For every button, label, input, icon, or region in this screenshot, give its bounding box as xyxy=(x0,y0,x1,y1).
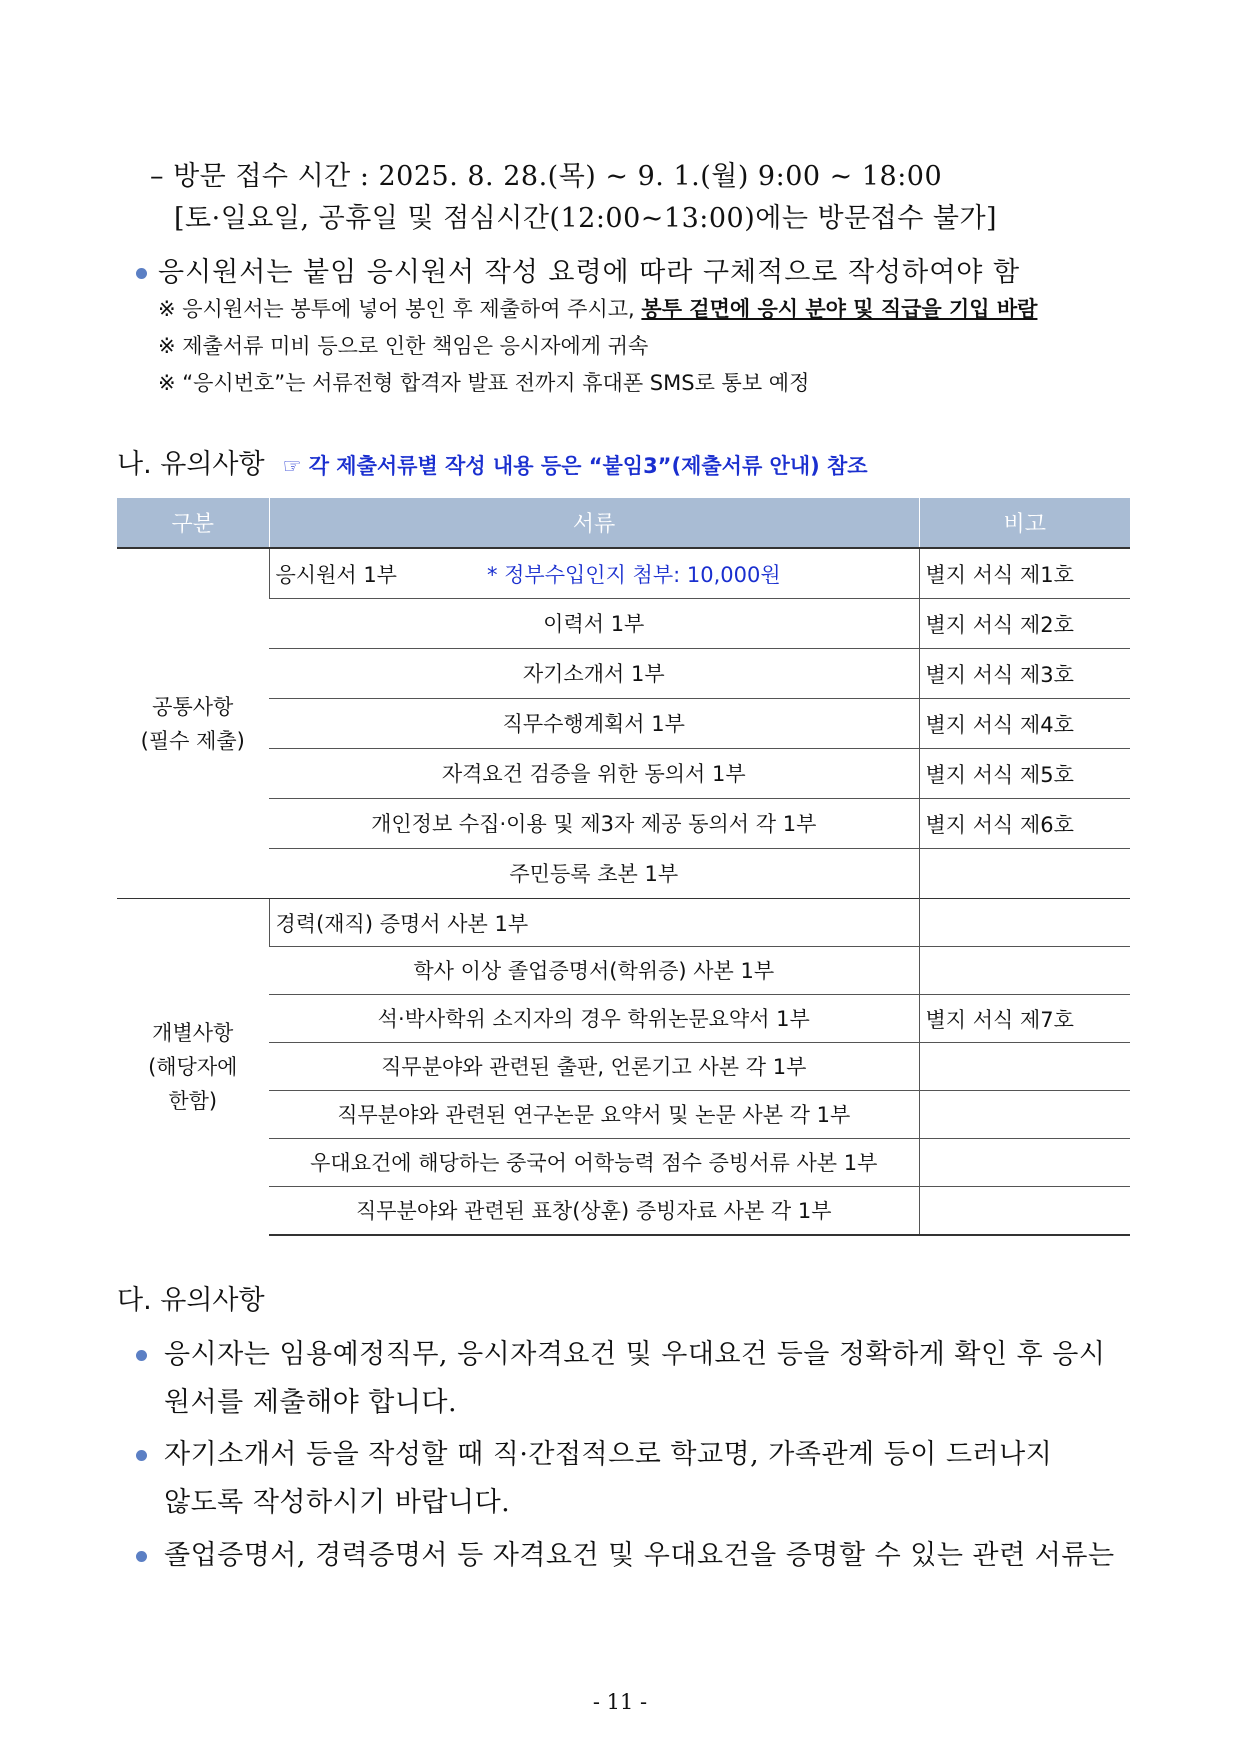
table-row xyxy=(117,1139,1130,1187)
section-na-heading xyxy=(117,442,868,481)
table-row xyxy=(117,649,1130,699)
doc-cell: 학사 이상 졸업증명서(학위증) 사본 1부 xyxy=(269,947,919,995)
remark-cell xyxy=(919,1139,1130,1187)
doc-cell: 직무분야와 관련된 출판, 언론기고 사본 각 1부 xyxy=(269,1043,919,1091)
doc-cell: 이력서 1부 xyxy=(269,599,919,649)
remark-cell xyxy=(919,947,1130,995)
table-row xyxy=(117,799,1130,849)
doc-cell: 우대요건에 해당하는 중국어 어학능력 점수 증빙서류 사본 1부 xyxy=(269,1139,919,1187)
remark-cell: 별지 서식 제7호 xyxy=(919,995,1130,1043)
documents-table xyxy=(117,498,1130,1236)
doc-cell: 경력(재직) 증명서 사본 1부 xyxy=(269,899,919,947)
table-row xyxy=(117,995,1130,1043)
visit-reception-time: – 방문 접수 시간 : 2025. 8. 28.(목) ~ 9. 1.(월) 9:00 ~ 18:00 xyxy=(150,161,943,192)
table-row xyxy=(117,1091,1130,1139)
doc-cell: 자격요건 검증을 위한 동의서 1부 xyxy=(269,749,919,799)
doc-cell: 개인정보 수집·이용 및 제3자 제공 동의서 각 1부 xyxy=(269,799,919,849)
remark-cell: 별지 서식 제6호 xyxy=(919,799,1130,849)
remark-cell: 별지 서식 제5호 xyxy=(919,749,1130,799)
doc-cell: 석·박사학위 소지자의 경우 학위논문요약서 1부 xyxy=(269,995,919,1043)
table-row xyxy=(117,947,1130,995)
doc-cell: 직무분야와 관련된 표창(상훈) 증빙자료 사본 각 1부 xyxy=(269,1187,919,1236)
remark-cell xyxy=(919,899,1130,947)
remark-cell: 별지 서식 제1호 xyxy=(919,548,1130,599)
doc-cell: 직무분야와 관련된 연구논문 요약서 및 논문 사본 각 1부 xyxy=(269,1091,919,1139)
category-individual: 개별사항 (해당자에 한함) xyxy=(117,899,269,1236)
caution-item-1: 응시자는 임용예정직무, 응시자격요건 및 우대요건 등을 정확하게 확인 후 응시 원서를 제출해야 합니다. xyxy=(164,1339,1106,1418)
table-row xyxy=(117,1187,1130,1236)
table-row xyxy=(117,1043,1130,1091)
section-da-title: 다. 유의사항 xyxy=(117,1285,265,1316)
bullet-icon xyxy=(136,1350,147,1361)
header-documents: 서류 xyxy=(269,498,919,548)
doc-cell: 직무수행계획서 1부 xyxy=(269,699,919,749)
application-note-2: ※ 제출서류 미비 등으로 인한 책임은 응시자에게 귀속 xyxy=(158,334,649,358)
bullet-icon xyxy=(136,268,147,279)
remark-cell xyxy=(919,1187,1130,1236)
remark-cell: 별지 서식 제2호 xyxy=(919,599,1130,649)
application-instruction: 응시원서는 붙임 응시원서 작성 요령에 따라 구체적으로 작성하여야 함 xyxy=(158,257,1021,288)
doc-cell: 자기소개서 1부 xyxy=(269,649,919,699)
caution-item-2: 자기소개서 등을 작성할 때 직·간접적으로 학교명, 가족관계 등이 드러나지 않도록 작성하시기 바랍니다. xyxy=(164,1439,1053,1518)
table-row xyxy=(117,749,1130,799)
remark-cell xyxy=(919,1091,1130,1139)
table-row xyxy=(117,699,1130,749)
application-note-3: ※ “응시번호”는 서류전형 합격자 발표 전까지 휴대폰 SMS로 통보 예정 xyxy=(158,371,810,395)
section-na-title: 나. 유의사항 xyxy=(117,449,265,480)
envelope-instruction: 봉투 겉면에 응시 분야 및 직급을 기입 바람 xyxy=(641,297,1038,321)
remark-cell: 별지 서식 제3호 xyxy=(919,649,1130,699)
visit-reception-note: [토·일요일, 공휴일 및 점심시간(12:00~13:00)에는 방문접수 불가] xyxy=(174,203,998,234)
bullet-icon xyxy=(136,1551,147,1562)
table-row xyxy=(117,899,1130,947)
header-remarks: 비고 xyxy=(919,498,1130,548)
application-note-1: ※ 응시원서는 봉투에 넣어 봉인 후 제출하여 주시고, 봉투 겉면에 응시 분야 및 직급을 기입 바람 xyxy=(158,297,1038,321)
table-row xyxy=(117,548,1130,599)
caution-item-3: 졸업증명서, 경력증명서 등 자격요건 및 우대요건을 증명할 수 있는 관련 서류는 xyxy=(164,1540,1115,1571)
doc-cell: 응시원서 1부 * 정부수입인지 첨부: 10,000원 xyxy=(269,548,919,599)
table-row xyxy=(117,599,1130,649)
remark-cell: 별지 서식 제4호 xyxy=(919,699,1130,749)
table-row xyxy=(117,849,1130,899)
attachment-reference: ☞ 각 제출서류별 작성 내용 등은 “붙임3”(제출서류 안내) 참조 xyxy=(282,454,868,478)
stamp-fee-note: * 정부수입인지 첨부: 10,000원 xyxy=(486,562,781,587)
page-number: - 11 - xyxy=(592,1690,648,1714)
doc-cell: 주민등록 초본 1부 xyxy=(269,849,919,899)
bullet-icon xyxy=(136,1450,147,1461)
category-common: 공통사항 (필수 제출) xyxy=(117,548,269,899)
remark-cell xyxy=(919,849,1130,899)
remark-cell xyxy=(919,1043,1130,1091)
header-category: 구분 xyxy=(117,498,269,548)
